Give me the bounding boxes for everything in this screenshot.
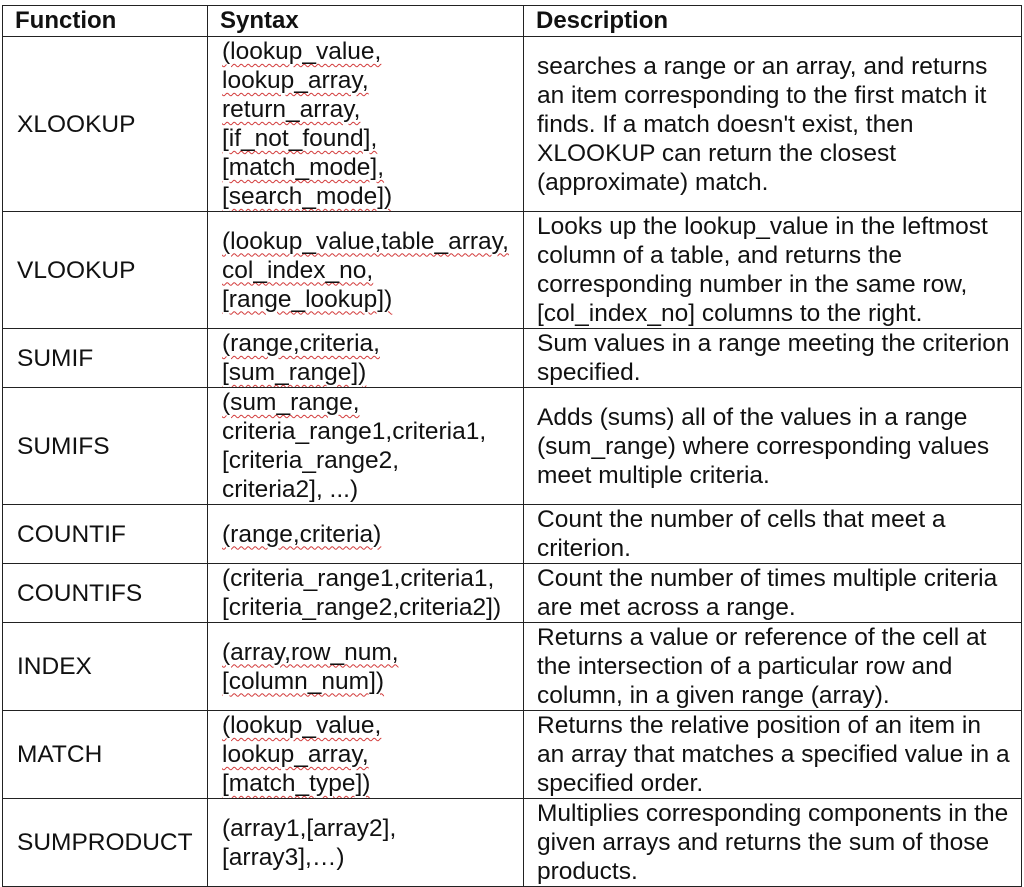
syntax-cell: [208, 505, 524, 564]
syntax-line: return_array,: [222, 96, 361, 123]
header-syntax: Syntax: [208, 6, 524, 37]
syntax-cell: [208, 564, 524, 623]
function-cell: INDEX: [3, 623, 208, 711]
syntax-line: [match_mode],: [222, 154, 385, 181]
description-cell: [524, 623, 1022, 711]
function-cell: VLOOKUP: [3, 212, 208, 329]
syntax-line: (lookup_value,table_array,: [222, 227, 509, 255]
syntax-line: (range,criteria): [222, 520, 382, 548]
table-row: [3, 388, 1022, 505]
syntax-line: [column_num]): [222, 667, 385, 695]
syntax-line: col_index_no,: [222, 256, 374, 284]
syntax-line: (lookup_value,: [222, 38, 382, 65]
syntax-line: (range,criteria,: [222, 330, 380, 357]
table-row: [3, 212, 1022, 329]
syntax-line: (sum_range,: [222, 389, 360, 416]
syntax-cell: [208, 623, 524, 711]
syntax-line: [range_lookup]): [222, 285, 393, 313]
syntax-cell: [208, 388, 524, 505]
table-row: [3, 623, 1022, 711]
description-text: Returns the relative position of an item in an array that matches a specified value in a specified order.: [537, 712, 1010, 797]
syntax-line: [search_mode]): [222, 183, 393, 210]
description-text: Adds (sums) all of the values in a range (sum_range) where corresponding values meet multiple criteria.: [537, 403, 990, 489]
syntax-line: [criteria_range2,criteria2]): [222, 594, 502, 621]
header-row: [3, 6, 1022, 37]
syntax-cell: [208, 799, 524, 887]
syntax-line: criteria2], ...): [222, 476, 359, 503]
function-cell: SUMIF: [3, 329, 208, 388]
function-cell: COUNTIF: [3, 505, 208, 564]
description-text: Multiplies corresponding components in the given arrays and returns the sum of those products.: [537, 800, 1009, 885]
table-row: [3, 711, 1022, 799]
syntax-cell: [208, 37, 524, 212]
syntax-line: criteria_range1,criteria1,: [222, 418, 487, 445]
description-cell: [524, 564, 1022, 623]
description-text: Count the number of times multiple criteria are met across a range.: [537, 565, 998, 621]
function-cell: COUNTIFS: [3, 564, 208, 623]
syntax-cell: [208, 212, 524, 329]
table-row: [3, 564, 1022, 623]
syntax-line: (array,row_num,: [222, 638, 399, 666]
syntax-line: [criteria_range2,: [222, 447, 400, 474]
description-cell: [524, 388, 1022, 505]
syntax-line: (array1,[array2],: [222, 814, 397, 842]
description-cell: [524, 505, 1022, 564]
function-cell: SUMIFS: [3, 388, 208, 505]
syntax-line: [match_type]): [222, 770, 371, 797]
description-cell: [524, 329, 1022, 388]
description-cell: [524, 37, 1022, 212]
description-text: Looks up the lookup_value in the leftmost column of a table, and returns the corresponding number in the same row, [col_index_no] columns to the right.: [537, 213, 988, 327]
function-cell: XLOOKUP: [3, 37, 208, 212]
function-cell: SUMPRODUCT: [3, 799, 208, 887]
description-text: Sum values in a range meeting the criterion specified.: [537, 330, 1010, 386]
syntax-line: lookup_array,: [222, 741, 369, 768]
syntax-cell: [208, 329, 524, 388]
functions-table: [2, 5, 1022, 887]
table-row: [3, 799, 1022, 887]
description-text: Returns a value or reference of the cell at the intersection of a particular row and column, in a given range (array).: [537, 624, 987, 709]
syntax-line: [if_not_found],: [222, 125, 378, 152]
table-row: [3, 505, 1022, 564]
description-cell: [524, 212, 1022, 329]
description-cell: [524, 711, 1022, 799]
table-row: [3, 37, 1022, 212]
header-description: Description: [524, 6, 1022, 37]
syntax-line: (criteria_range1,criteria1,: [222, 565, 495, 592]
description-text: Count the number of cells that meet a criterion.: [537, 506, 946, 562]
description-cell: [524, 799, 1022, 887]
description-text: searches a range or an array, and returns an item corresponding to the first match it finds. If a match doesn't exist, then XLOOKUP can return the closest (approximate) match.: [537, 52, 988, 196]
syntax-line: [sum_range]): [222, 359, 367, 386]
syntax-line: (lookup_value,: [222, 712, 382, 739]
syntax-line: [array3],…): [222, 843, 345, 871]
function-cell: MATCH: [3, 711, 208, 799]
syntax-cell: [208, 711, 524, 799]
table-row: [3, 329, 1022, 388]
header-function: Function: [3, 6, 208, 37]
syntax-line: lookup_array,: [222, 67, 369, 94]
